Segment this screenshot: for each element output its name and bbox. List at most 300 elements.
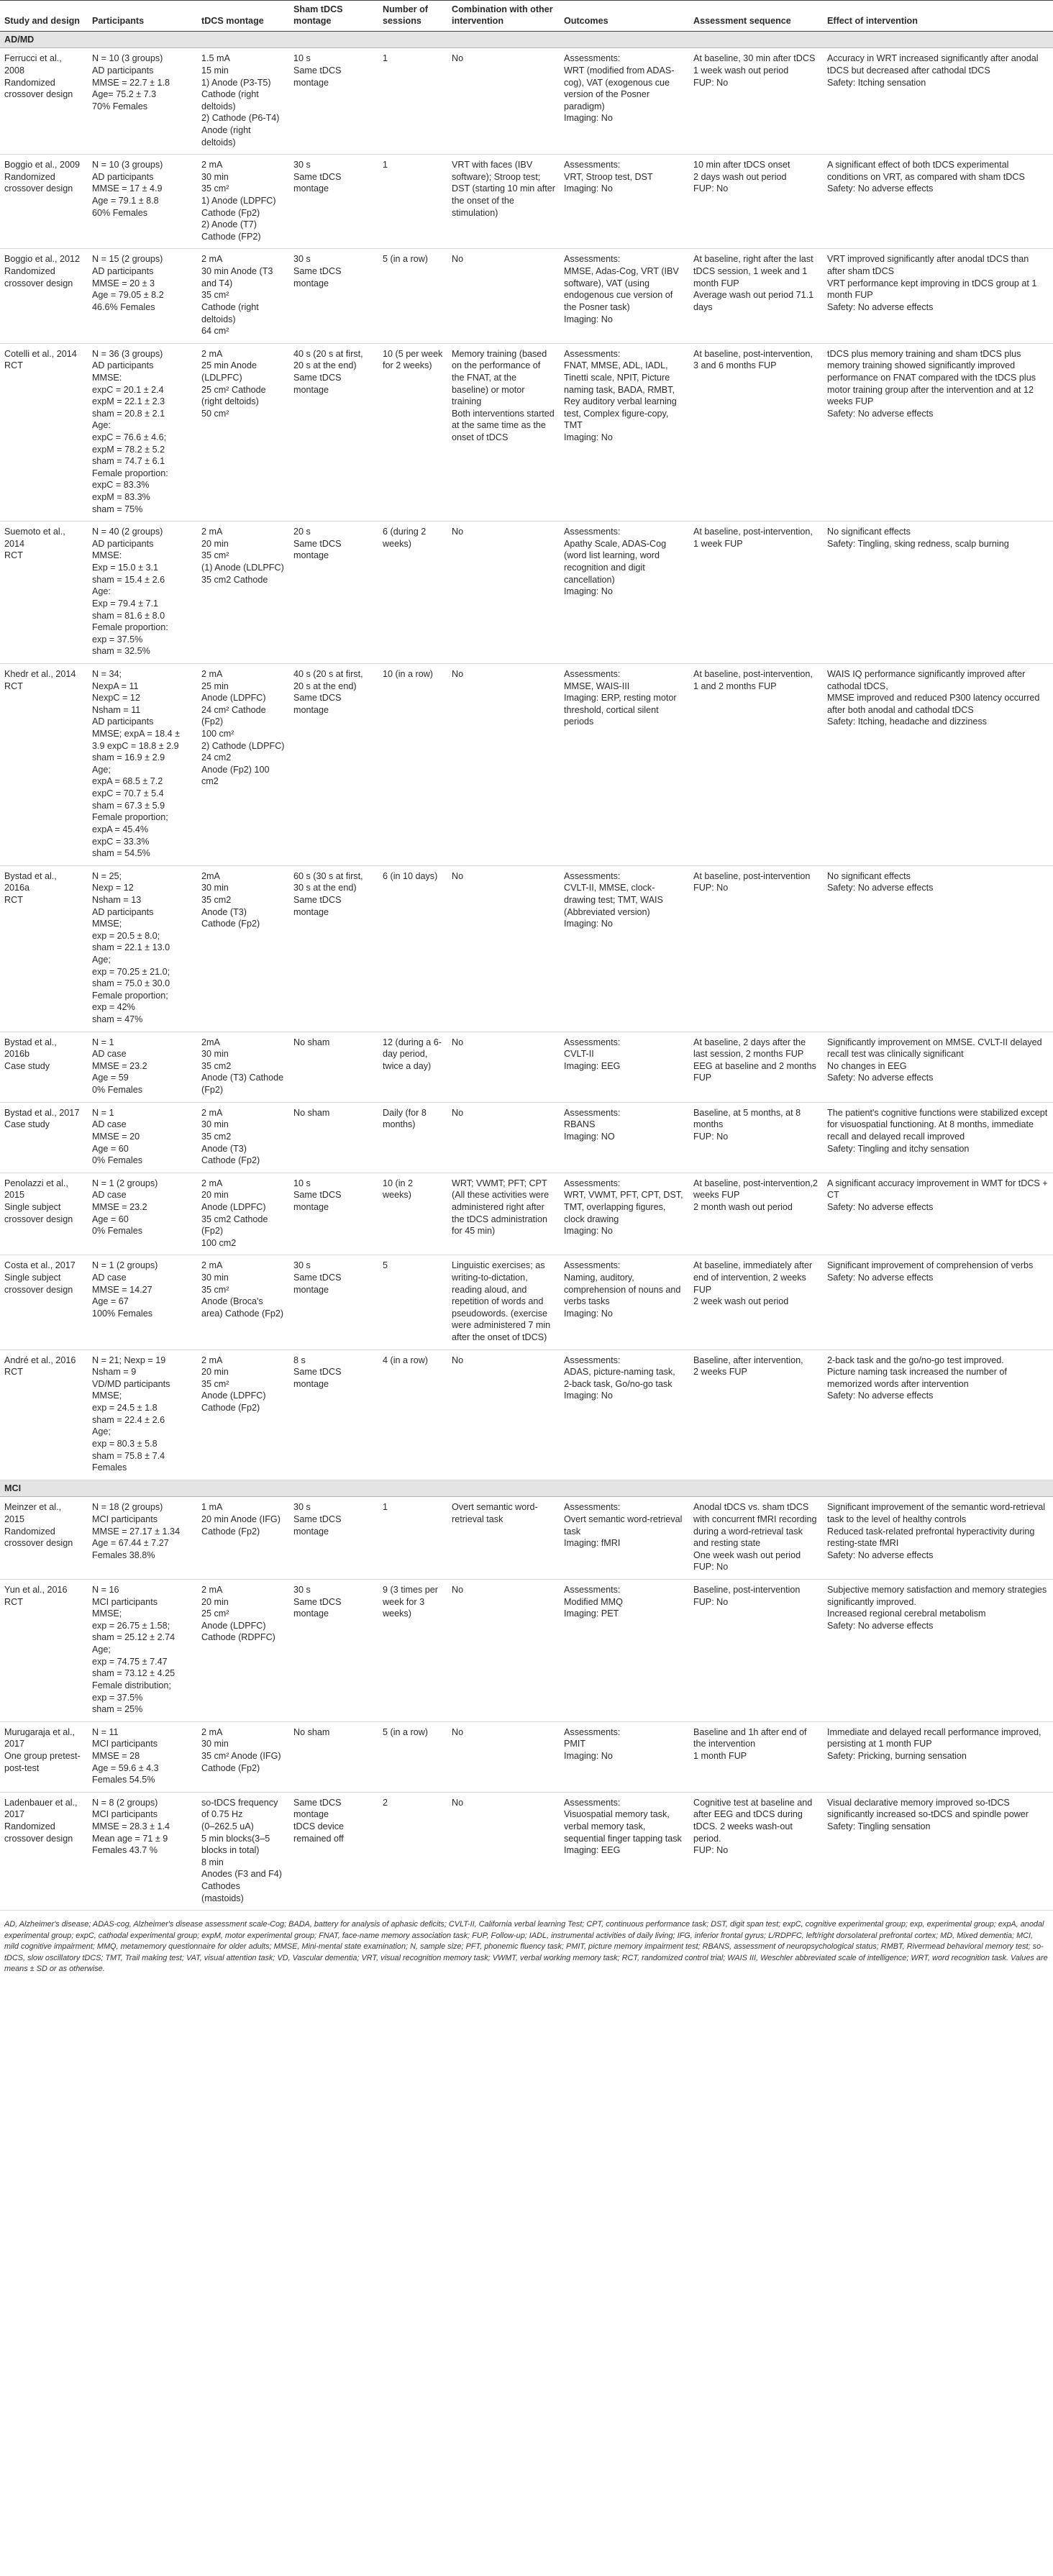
cell-line: Anode (LDPFC) Cathode (RDPFC) [201, 1620, 275, 1643]
cell-outcomes [560, 343, 689, 522]
cell-line: N = 40 (2 groups) [92, 527, 163, 537]
cell-line: AD case [92, 1049, 127, 1060]
cell-line: Anode (LDPFC) Cathode (Fp2) [201, 1391, 266, 1414]
cell-line: 30 min [201, 1119, 229, 1130]
cell-line: No [452, 1107, 464, 1118]
table-row [0, 343, 1053, 522]
group-header-row [0, 1480, 1053, 1497]
cell-line: N = 1 (2 groups) [92, 1260, 158, 1271]
cell-line: At baseline, post-intervention [693, 870, 811, 881]
table-row [0, 1580, 1053, 1722]
cell-line: N = 36 (3 groups) [92, 348, 163, 359]
table-row [0, 1173, 1053, 1255]
cell-line: Visuospatial memory task, verbal memory task, sequential finger tapping task [564, 1809, 682, 1844]
cell-line: sham = 81.6 ± 8.0 [92, 610, 165, 621]
cell-sessions [378, 249, 447, 343]
cell-line: 6 (in 10 days) [383, 870, 438, 881]
cell-tdcs-montage [197, 1032, 289, 1102]
cell-line: 30 min [201, 171, 229, 182]
cell-assessment [689, 1497, 823, 1580]
cell-sham-montage [289, 1792, 378, 1910]
cell-line: Reduced task-related prefrontal hyperactivity during resting-state fMRI [827, 1526, 1035, 1549]
cell-line: Age; [92, 1426, 111, 1437]
cell-line: 0% Females [92, 1085, 142, 1096]
cell-line: 35 cm² [201, 1378, 229, 1389]
cell-line: 35 cm² [201, 1284, 229, 1295]
cell-line: 1 month FUP [693, 1750, 747, 1761]
cell-line: Ferrucci et al., 2008 [4, 53, 62, 76]
cell-tdcs-montage [197, 1173, 289, 1255]
cell-tdcs-montage [197, 1721, 289, 1792]
cell-line: At baseline, post-intervention, 3 and 6 months FUP [693, 348, 813, 371]
cell-line: Apathy Scale, ADAS-Cog (word list learning, word recognition and digit cancellation) [564, 538, 667, 585]
group-label: MCI [0, 1480, 1053, 1497]
cell-line: Assessments: [564, 1726, 621, 1737]
cell-line: 2 mA [201, 160, 223, 170]
cell-line: Age = 60 [92, 1214, 129, 1224]
cell-study [0, 1497, 88, 1580]
cell-study [0, 1792, 88, 1910]
cell-line: Mean age = 71 ± 9 [92, 1833, 168, 1844]
cell-outcomes [560, 1721, 689, 1792]
cell-line: exp = 26.75 ± 1.58; [92, 1620, 170, 1631]
cell-line: 2 mA [201, 1178, 223, 1188]
cell-line: 10 s [293, 1178, 311, 1188]
cell-line: 35 cm² Anode (IFG) Cathode (Fp2) [201, 1750, 281, 1773]
cell-line: Anode (T3) Cathode (Fp2) [201, 1073, 284, 1096]
cell-line: Safety: No adverse effects [827, 1273, 934, 1283]
cell-line: Same tDCS montage [293, 266, 342, 288]
cell-line: 5 (in a row) [383, 1726, 428, 1737]
cell-line: Assessments: [564, 1585, 621, 1596]
cell-line: AD participants [92, 716, 154, 727]
cell-line: No [452, 1797, 464, 1808]
cell-line: Safety: No adverse effects [827, 883, 934, 893]
cell-line: sham = 75% [92, 504, 143, 514]
cell-line: AD participants [92, 65, 154, 76]
cell-line: AD case [92, 1119, 127, 1130]
cell-line: 35 cm2 Cathode [201, 574, 268, 585]
cell-line: Cathode (right deltoids) [201, 89, 259, 111]
col-header-participants: Participants [88, 1, 197, 32]
col-header-sessions: Number of sessions [378, 1, 447, 32]
cell-line: MMSE: [92, 372, 122, 383]
group-header-row [0, 31, 1053, 48]
cell-line: MMSE: [92, 550, 122, 561]
cell-line: 100 cm² [201, 729, 234, 739]
cell-line: 2 mA [201, 254, 223, 265]
cell-line: 40 s (20 s at first, 20 s at the end) [293, 348, 363, 371]
cell-line: 25 min Anode (LDLPFC) [201, 360, 257, 383]
cell-assessment [689, 48, 823, 155]
cell-assessment [689, 1350, 823, 1480]
cell-line: 35 cm2 [201, 1131, 232, 1142]
cell-line: Imaging: No [564, 183, 613, 194]
cell-assessment [689, 663, 823, 865]
cell-effect [823, 663, 1053, 865]
cell-line: Cotelli et al., 2014 [4, 348, 77, 359]
cell-line: Same tDCS montage [293, 171, 342, 194]
cell-line: Anodal tDCS vs. sham tDCS with concurrent fMRI recording during a word-retrieval task and resting state [693, 1502, 817, 1549]
cell-line: CVLT-II, MMSE, clock-drawing test; TMT, WAIS (Abbreviated version) [564, 883, 663, 917]
col-header-tdcs-montage: tDCS montage [197, 1, 289, 32]
cell-participants [88, 663, 197, 865]
cell-line: 20 min Anode (IFG) Cathode (Fp2) [201, 1514, 281, 1537]
cell-line: Age; [92, 1644, 111, 1655]
cell-line: NexpC = 12 [92, 693, 140, 704]
table-row [0, 1350, 1053, 1480]
cell-line: 35 cm² [201, 550, 229, 561]
cell-line: 10 (in 2 weeks) [383, 1178, 414, 1201]
cell-line: Age = 67 [92, 1296, 129, 1307]
cell-line: Assessments: [564, 1797, 621, 1808]
cell-line: Females 43.7 % [92, 1845, 158, 1856]
cell-sham-montage [289, 663, 378, 865]
cell-line: Nsham = 11 [92, 704, 141, 715]
cell-line: Daily (for 8 months) [383, 1107, 427, 1130]
cell-line: MMSE = 14.27 [92, 1284, 152, 1295]
cell-sessions [378, 522, 447, 664]
cell-line: No [452, 668, 464, 679]
cell-effect [823, 1032, 1053, 1102]
cell-sham-montage [289, 865, 378, 1032]
cell-line: Significantly improvement on MMSE. CVLT-II delayed recall test was clinically significant [827, 1037, 1042, 1060]
cell-line: Assessments: [564, 1355, 621, 1365]
cell-combination [447, 1497, 560, 1580]
cell-participants [88, 865, 197, 1032]
cell-sham-montage [289, 1721, 378, 1792]
cell-line: Baseline and 1h after end of the intervention [693, 1726, 807, 1749]
cell-line: MMSE, WAIS-III [564, 681, 630, 691]
cell-line: exp = 80.3 ± 5.8 [92, 1438, 158, 1449]
cell-line: 35 cm2 Cathode (Fp2) [201, 1214, 268, 1237]
cell-line: Picture naming task increased the number of memorized words after intervention [827, 1367, 1007, 1389]
table-row [0, 1497, 1053, 1580]
cell-line: 60% Females [92, 207, 147, 218]
cell-combination [447, 343, 560, 522]
cell-tdcs-montage [197, 249, 289, 343]
cell-line: MCI participants [92, 1596, 158, 1607]
cell-line: Murugaraja et al., 2017 [4, 1726, 76, 1749]
cell-line: Meinzer et al., 2015 [4, 1502, 62, 1524]
cell-line: Anode (T3) [201, 906, 247, 917]
cell-line: Anodes (F3 and F4) [201, 1869, 283, 1880]
cell-participants [88, 1792, 197, 1910]
cell-line: Significant improvement of the semantic word-retrieval task to the level of healthy controls [827, 1502, 1046, 1524]
cell-line: Single subject crossover design [4, 1201, 73, 1224]
cell-line: Baseline, after intervention, [693, 1355, 803, 1365]
cell-line: AD participants [92, 538, 154, 549]
cell-line: 1 [383, 1502, 388, 1513]
cell-line: Accuracy in WRT increased significantly after anodal tDCS but decreased after cathodal tDCS [827, 53, 1039, 76]
cell-line: Imaging: PET [564, 1608, 619, 1619]
cell-line: N = 1 (2 groups) [92, 1178, 158, 1188]
cell-study [0, 865, 88, 1032]
cell-line: MMSE = 22.7 ± 1.8 [92, 77, 170, 88]
cell-line: N = 10 (3 groups) [92, 53, 163, 64]
cell-participants [88, 343, 197, 522]
cell-sham-montage [289, 249, 378, 343]
cell-sham-montage [289, 1497, 378, 1580]
cell-line: 1) Anode (LDPFC) Cathode (Fp2) [201, 196, 276, 218]
cell-participants [88, 1102, 197, 1173]
cell-line: Nsham = 9 [92, 1367, 137, 1378]
table-row [0, 663, 1053, 865]
cell-line: Assessments: [564, 1178, 621, 1188]
cell-sham-montage [289, 1032, 378, 1102]
cell-effect [823, 865, 1053, 1032]
cell-line: MMSE = 28.3 ± 1.4 [92, 1821, 170, 1831]
cell-line: Age = 60 [92, 1143, 129, 1154]
cell-line: 20 s [293, 527, 311, 537]
cell-line: MCI participants [92, 1739, 158, 1749]
cell-outcomes [560, 48, 689, 155]
cell-line: 1 week wash out period [693, 65, 789, 76]
table-row [0, 865, 1053, 1032]
cell-line: 2 days wash out period [693, 171, 787, 182]
cell-line: FUP: No [693, 77, 729, 88]
cell-combination [447, 1721, 560, 1792]
cell-study [0, 155, 88, 249]
cell-line: AD case [92, 1190, 127, 1201]
cell-line: sham = 73.12 ± 4.25 [92, 1668, 176, 1679]
cell-line: 1.5 mA [201, 53, 230, 64]
col-header-assessment: Assessment sequence [689, 1, 823, 32]
cell-line: 30 min [201, 1739, 229, 1749]
cell-line: Same tDCS montage [293, 65, 342, 88]
cell-line: Anode (Broca's area) Cathode (Fp2) [201, 1296, 284, 1319]
cell-line: 10 (5 per week for 2 weeks) [383, 348, 443, 371]
cell-line: 30 s [293, 254, 311, 265]
cell-line: Both interventions started at the same time as the onset of tDCS [452, 408, 555, 442]
cell-sessions [378, 1497, 447, 1580]
cell-line: AD participants [92, 266, 154, 277]
cell-assessment [689, 155, 823, 249]
cell-line: 2-back task and the go/no-go test improved. [827, 1355, 1004, 1365]
cell-line: At baseline, right after the last tDCS session, 1 week and 1 month FUP [693, 254, 813, 288]
cell-line: Assessments: [564, 1502, 621, 1513]
cell-line: 40 s (20 s at first, 20 s at the end) [293, 668, 363, 691]
cell-line: Assessments: [564, 1260, 621, 1271]
cell-line: Age = 59 [92, 1073, 129, 1083]
cell-line: Overt semantic word-retrieval task [452, 1502, 538, 1524]
cell-effect [823, 1173, 1053, 1255]
cell-effect [823, 48, 1053, 155]
cell-line: Imaging: EEG [564, 1845, 621, 1856]
cell-line: Baseline, at 5 months, at 8 months [693, 1107, 801, 1130]
cell-line: (1) Anode (LDLPFC) [201, 563, 284, 573]
cell-line: Boggio et al., 2012 [4, 254, 81, 265]
cell-line: 35 cm² [201, 183, 229, 194]
cell-line: Overt semantic word-retrieval task [564, 1514, 683, 1537]
cell-line: 70% Females [92, 101, 147, 111]
cell-sessions [378, 48, 447, 155]
cell-line: No significant effects [827, 527, 911, 537]
cell-line: MMSE = 23.2 [92, 1201, 147, 1212]
cell-line: VRT improved significantly after anodal tDCS than after sham tDCS [827, 254, 1029, 277]
cell-tdcs-montage [197, 1102, 289, 1173]
cell-line: Naming, auditory, comprehension of nouns and verbs tasks [564, 1273, 681, 1307]
cell-line: No [452, 1726, 464, 1737]
cell-line: N = 1 [92, 1037, 114, 1047]
cell-line: Costa et al., 2017 [4, 1260, 76, 1271]
cell-line: 1) Anode (P3-T5) [201, 77, 271, 88]
cell-line: MMSE improved and reduced P300 latency occurred after both anodal and cathodal tDCS [827, 693, 1040, 715]
cell-outcomes [560, 1497, 689, 1580]
cell-line: Randomized crossover design [4, 1526, 73, 1549]
cell-line: No significant effects [827, 870, 911, 881]
cell-sham-montage [289, 1350, 378, 1480]
cell-line: Age= 75.2 ± 7.3 [92, 89, 157, 100]
cell-line: At baseline, post-intervention, 1 week FUP [693, 527, 813, 549]
cell-combination [447, 249, 560, 343]
cell-line: Assessments: [564, 1107, 621, 1118]
cell-line: Khedr et al., 2014 [4, 668, 76, 679]
cell-line: Assessments: [564, 348, 621, 359]
table-row [0, 522, 1053, 664]
cell-line: 2) Cathode (LDPFC) [201, 740, 285, 751]
cell-line: 2 mA [201, 1585, 223, 1596]
cell-line: 2mA [201, 870, 220, 881]
cell-sessions [378, 1032, 447, 1102]
cell-line: Females 54.5% [92, 1775, 155, 1785]
cell-outcomes [560, 1255, 689, 1350]
cell-outcomes [560, 1173, 689, 1255]
cell-line: Imaging: NO [564, 1131, 615, 1142]
cell-line: 35 cm² [201, 290, 229, 301]
cell-line: Imaging: fMRI [564, 1538, 621, 1549]
cell-line: 35 cm2 [201, 1060, 232, 1071]
cell-line: André et al., 2016 [4, 1355, 76, 1365]
cell-line: N = 21; Nexp = 19 [92, 1355, 166, 1365]
cell-line: AD case [92, 1273, 127, 1283]
col-header-study: Study and design [0, 1, 88, 32]
cell-line: Female proportion; [92, 812, 168, 823]
cell-line: No [452, 527, 464, 537]
cell-line: RCT [4, 681, 23, 691]
cell-line: 30 s [293, 1585, 311, 1596]
cell-line: sham = 75.0 ± 30.0 [92, 978, 170, 989]
cell-line: sham = 25% [92, 1704, 143, 1715]
cell-line: Imaging: ERP, resting motor threshold, cortical silent periods [564, 693, 677, 727]
cell-line: Safety: Itching sensation [827, 77, 926, 88]
cell-assessment [689, 1792, 823, 1910]
cell-line: RCT [4, 550, 23, 561]
cell-line: Assessments: [564, 668, 621, 679]
cell-line: Assessments: [564, 53, 621, 64]
cell-line: 46.6% Females [92, 301, 155, 312]
cell-line: expC = 33.3% [92, 836, 150, 847]
cell-sham-montage [289, 48, 378, 155]
cell-line: Randomized crossover design [4, 77, 73, 100]
cell-line: Age: [92, 586, 111, 597]
cell-effect [823, 249, 1053, 343]
cell-study [0, 249, 88, 343]
cell-participants [88, 1350, 197, 1480]
cell-line: 2 mA [201, 1107, 223, 1118]
cell-line: 0% Females [92, 1155, 142, 1166]
cell-participants [88, 522, 197, 664]
cell-sessions [378, 1255, 447, 1350]
cell-line: N = 10 (3 groups) [92, 160, 163, 170]
cell-combination [447, 1102, 560, 1173]
cell-outcomes [560, 1792, 689, 1910]
cell-line: Age = 67.44 ± 7.27 [92, 1538, 169, 1549]
cell-line: 30 min [201, 1273, 229, 1283]
cell-line: expC = 20.1 ± 2.4 [92, 384, 164, 395]
cell-line: N = 1 [92, 1107, 114, 1118]
cell-line: No sham [293, 1037, 330, 1047]
cell-line: The patient's cognitive functions were stabilized except for visuospatial functioning. At 8 months, immediate recall and delayed recall improved [827, 1107, 1048, 1142]
cell-line: Safety: Tingling and itchy sensation [827, 1143, 970, 1154]
cell-line: sham = 16.9 ± 2.9 [92, 752, 165, 763]
cell-line: exp = 70.25 ± 21.0; [92, 966, 170, 977]
cell-line: N = 15 (2 groups) [92, 254, 163, 265]
cell-sham-montage [289, 1255, 378, 1350]
cell-line: 20 min [201, 1367, 229, 1378]
cell-assessment [689, 1173, 823, 1255]
cell-line: No sham [293, 1107, 330, 1118]
cell-line: 8 min [201, 1857, 224, 1867]
cell-line: Cathode (Fp2) [201, 919, 260, 929]
cell-line: N = 8 (2 groups) [92, 1797, 158, 1808]
cell-line: sham = 74.7 ± 6.1 [92, 456, 165, 467]
cell-line: 15 min [201, 65, 229, 76]
cell-line: Age = 79.05 ± 8.2 [92, 290, 164, 301]
cell-line: MMSE = 23.2 [92, 1060, 147, 1071]
cell-line: At baseline, 2 days after the last session, 2 months FUP [693, 1037, 806, 1060]
cell-outcomes [560, 865, 689, 1032]
cell-line: MMSE; expA = 18.4 ± 3.9 expC = 18.8 ± 2.9 [92, 729, 181, 751]
cell-line: Anode (Fp2) 100 cm2 [201, 764, 270, 787]
cell-line: VRT, Stroop test, DST [564, 171, 653, 182]
cell-line: No [452, 1037, 464, 1047]
cell-tdcs-montage [197, 155, 289, 249]
cell-sessions [378, 1792, 447, 1910]
cell-line: MMSE, Adas-Cog, VRT (IBV software), VAT (using endogenous cue version of the Posner task) [564, 266, 679, 312]
cell-participants [88, 1173, 197, 1255]
cell-tdcs-montage [197, 1350, 289, 1480]
cell-line: expC = 70.7 ± 5.4 [92, 788, 164, 799]
cell-line: 1 [383, 53, 388, 64]
cell-line: Age = 79.1 ± 8.8 [92, 196, 159, 206]
cell-assessment [689, 522, 823, 664]
cell-line: VD/MD participants [92, 1378, 170, 1389]
cell-line: Anode (LDPFC) [201, 1201, 266, 1212]
cell-study [0, 1580, 88, 1722]
cell-line: Imaging: No [564, 113, 613, 124]
cell-effect [823, 155, 1053, 249]
cell-line: Bystad et al., 2016a [4, 870, 57, 893]
cell-line: 4 (in a row) [383, 1355, 428, 1365]
cell-line: 35 cm2 [201, 894, 232, 905]
cell-line: FUP: No [693, 1562, 729, 1573]
cell-line: N = 34; [92, 668, 122, 679]
cell-line: Imaging: No [564, 1308, 613, 1319]
cell-outcomes [560, 1350, 689, 1480]
cell-line: 2 [383, 1797, 388, 1808]
cell-effect [823, 343, 1053, 522]
cell-study [0, 1102, 88, 1173]
cell-effect [823, 522, 1053, 664]
cell-line: 30 s [293, 160, 311, 170]
cell-line: Female proportion: [92, 622, 168, 633]
cell-line: Age = 59.6 ± 4.3 [92, 1762, 159, 1773]
cell-line: PMIT [564, 1739, 586, 1749]
table-footnote: AD, Alzheimer's disease; ADAS-cog, Alzheimer's disease assessment scale-Cog; BADA, battery for analysis of aphasic deficits; CVLT-II, California verbal learning Test; CPT, continuous performance task; DST, digit span test; expC, cognitive experimental group; exp, experimental group; expA, anodal experimental group; expC, cathodal experimental group; expM, motor experimental group; FNAT, face-name memory association task; FUP, Follow-up; IADL, instrumental activities of daily living; IFG, inferior frontal gyrus; L/RDPFC, left/right dorsolateral prefrontal cortex; MD, Mixed dementia; MCI, mild cognitive impairment; MMQ, metamemory questionnaire for older adults; MMSE, Mini-mental state examination; N, sample size; PFT, phonemic fluency task; PMIT, picture memory impairment test; RBANS, assessment of neuropsychological status; RMBT, Rivermead behavioral memory test; so-tDCS, slow oscillatory tDCS; TMT, Trail making test; VAT, visual attention task; VD, Vascular dementia; VRT, visual recognition memory task; VWMT, verbal working memory task; RCT, randomized control trial; WAIS III, Weschler abbreviated scale of intelligence; WRT, word recognition task. Values are means ± SD or as otherwise. [4, 1920, 1048, 1974]
cell-line: Penolazzi et al., 2015 [4, 1178, 68, 1201]
cell-line: ADAS, picture-naming task, 2-back task, Go/no-go task [564, 1367, 675, 1389]
